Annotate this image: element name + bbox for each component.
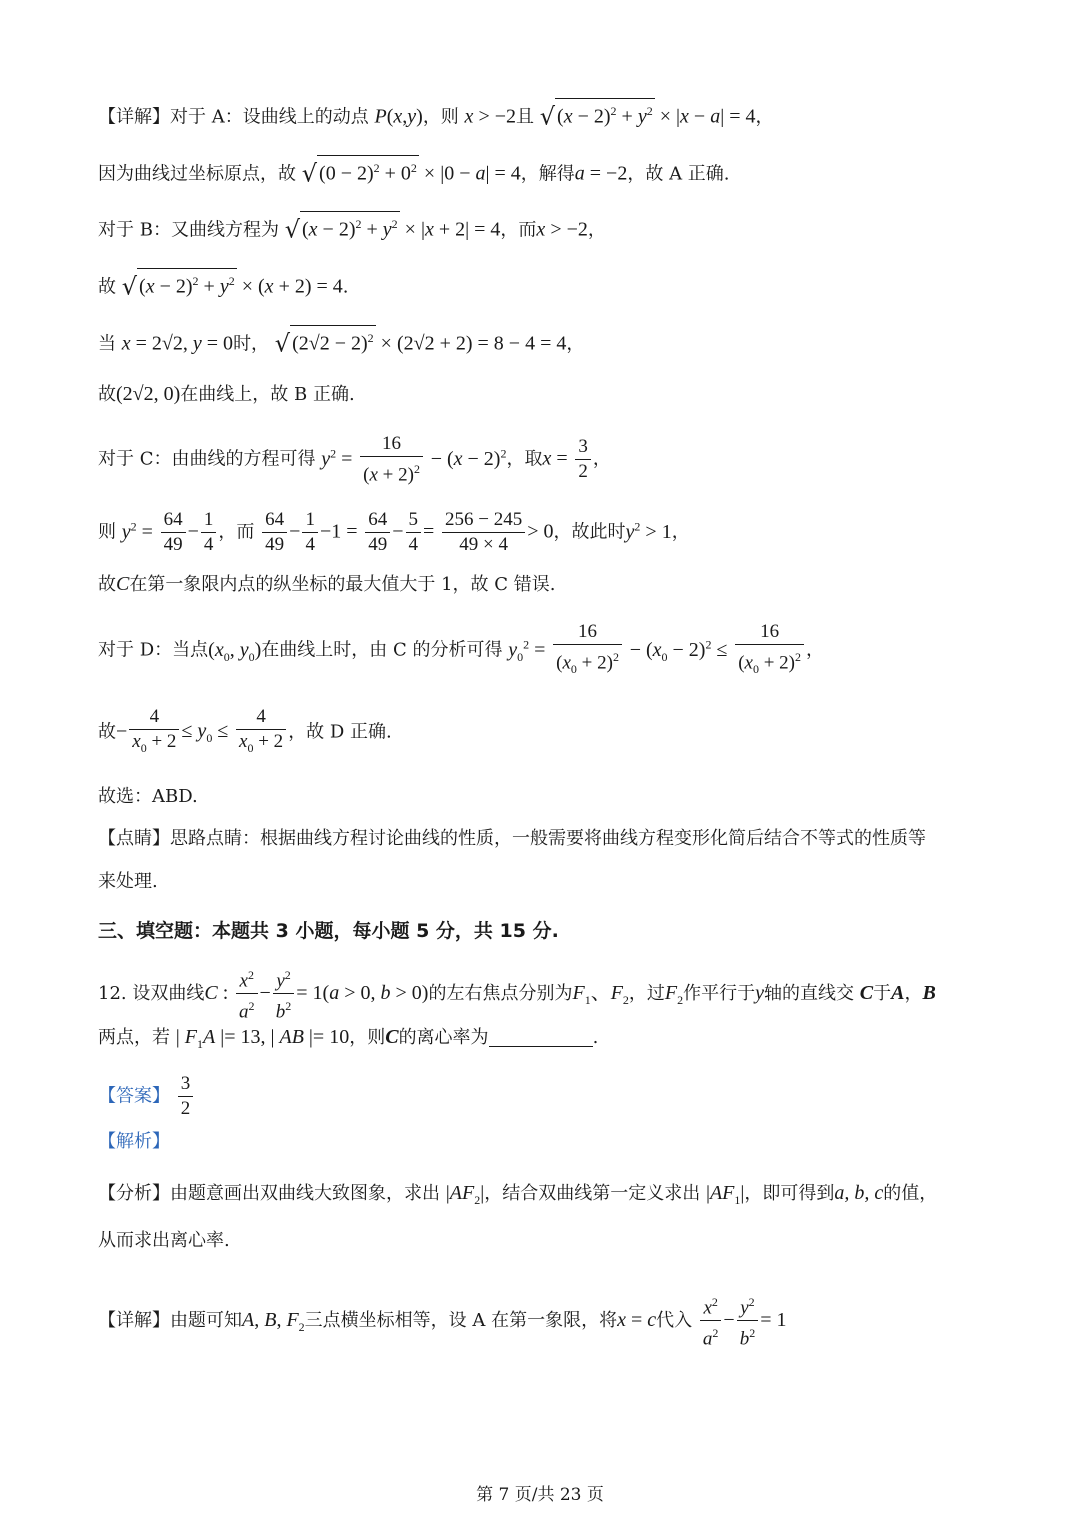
text-run: ，结合双曲线第一定义求出 (484, 1183, 701, 1204)
text-run: ，解得 (520, 163, 575, 185)
text-line: 对于 D：当点($x_0$, $y_0$)在曲线上时，由 C 的分析可得 $y_0^2$ = $\frac{16}{(x_0 + 2)^2}$ − $(x_0 - 2)^2$ ≤ $\frac{16}{(x_0 + 2)^2}$ ， (98, 621, 825, 677)
text-run: 在曲线上时，由 C 的分析可得 (261, 639, 503, 661)
text-line: 故C在第一象限内点的纵坐标的最大值大于 1，故 C 错误. (98, 573, 556, 595)
text-run: ，故此时 (553, 521, 626, 543)
text-run: 12. 设双曲线 (98, 982, 205, 1004)
text-run: 在第一象限内点的纵坐标的最大值大于 1，故 C 错误. (129, 574, 556, 595)
text-run: ，则 (422, 106, 459, 128)
text-run: 三点横坐标相等，设 A 在第一象限，将 (304, 1309, 618, 1331)
text-line: 故− $\frac{4}{x_0 + 2}$ ≤ $y_0$ ≤ $\frac{4}{x_0 + 2}$ ，故 D 正确. (98, 706, 392, 755)
analysis-tag: 【解析】 (98, 1131, 170, 1152)
text-line (98, 826, 1020, 852)
text-line: 【分析】由题意画出双曲线大致图象，求出 $|AF_2|$，结合双曲线第一定义求出 $|AF_1|$，即可得到a, b, c的值， (98, 1182, 938, 1207)
text-run: 【点睛】思路点睛：根据曲线方程讨论曲线的性质，一般需要将曲线方程变形化简后结合不等式的性质等 (98, 828, 926, 849)
text-line: 【详解】对于 A：设曲线上的动点 P(x,y)，则 x > −2且 √ $(x - 2)^2 + y^2 \times |x - a| = 4$， (98, 98, 1020, 131)
text-run: 对于 C：由曲线的方程可得 (98, 448, 316, 470)
text-run: ，故 D 正确. (288, 721, 392, 743)
text-line: 对于 B：又曲线方程为 √ $(x - 2)^2 + y^2 \times |x + 2| = 4$，而x > −2， (98, 211, 1020, 244)
answer-blank (489, 1028, 593, 1047)
text-run: 且 (516, 106, 534, 128)
text-run: 在曲线上，故 B 正确. (180, 384, 355, 405)
text-run: ，即可得到 (744, 1183, 835, 1204)
text-run: 代入 (656, 1309, 693, 1331)
text-run: 三、填空题：本题共 3 小题，每小题 5 分，共 15 分. (98, 920, 559, 942)
text-run: 故 (98, 276, 116, 298)
text-run: ，则 (349, 1027, 386, 1048)
text-run: ，故 A 正确. (627, 163, 730, 185)
text-run: 时， (233, 333, 270, 355)
text-run: 的离心率为 (398, 1027, 489, 1048)
text-run: 【详解】对于 A：设曲线上的动点 (98, 106, 369, 128)
text-run: 轴的直线交 (764, 982, 855, 1004)
text-line: 故(2√2, 0)在曲线上，故 B 正确. (98, 383, 355, 405)
text-run: 来处理. (98, 871, 158, 892)
text-run: 【分析】由题意画出双曲线大致图象，求出 (98, 1183, 440, 1204)
text-run: 当 (98, 333, 116, 355)
text-run: 作平行于 (683, 982, 756, 1004)
text-line: 因为曲线过坐标原点，故 √ $(0 - 2)^2 + 0^2 \times |0 - a| = 4$，解得a = −2，故 A 正确. (98, 155, 1020, 188)
text-run: ，过 (628, 982, 665, 1004)
question-line: 12. 设双曲线C : $\frac{x^2}{a^2}$ − $\frac{y^2}{b^2}$ = 1(a > 0, b > 0)的左右焦点分别为$F_1$、$F_2$，过$F_2$作平行于y轴的直线交 C于A，B (98, 963, 1020, 1025)
text-line: 对于 C：由曲线的方程可得 $y^2$ = $\frac{16}{(x + 2)^2}$ − $(x - 2)^2$，取x = $\frac{3}{2}$ ， (98, 433, 611, 486)
text-run: 对于 B：又曲线方程为 (98, 219, 279, 241)
text-line (98, 1228, 1020, 1254)
text-run: 从而求出离心率. (98, 1230, 230, 1251)
answer-tag: 【答案】 (98, 1085, 170, 1107)
text-run: 因为曲线过坐标原点，故 (98, 163, 296, 185)
text-line: 【详解】由题可知A, B, $F_2$三点横坐标相等，设 A 在第一象限，将x = c代入 $\frac{x^2}{a^2}$ − $\frac{y^2}{b^2}$ = 1 (98, 1290, 1020, 1352)
text-line: 当 x = 2√2, y = 0时， √ $(2√2 - 2)^2 \times (2√2 + 2) = 8 - 4 = 4$， (98, 325, 1020, 358)
text-line (98, 784, 1020, 810)
text-run: 【详解】由题可知 (98, 1309, 242, 1331)
text-run: 故选：ABD. (98, 786, 198, 807)
text-run: 对于 D：当点 (98, 639, 209, 661)
text-line (98, 869, 1020, 895)
text-run: 的值， (883, 1183, 938, 1204)
text-line: 故 √ $(x - 2)^2 + y^2 \times (x + 2) = 4$. (98, 268, 1020, 301)
analysis-line (98, 1129, 1020, 1155)
section-heading (98, 918, 1020, 944)
page-footer: 第 7 页/共 23 页 (476, 1485, 604, 1505)
text-run: 于 (873, 982, 892, 1004)
text-run: 两点，若 (98, 1027, 170, 1048)
answer-line: 【答案】 $\frac{3}{2}$ (98, 1072, 1020, 1121)
text-run: 的左右焦点分别为 (428, 982, 573, 1004)
text-run: ，而 (218, 521, 255, 543)
text-run: ，而 (500, 219, 537, 241)
text-line: 则 $y^2$ = $\frac{64}{49}$ − $\frac{1}{4}$ ，而 $\frac{64}{49}$ − $\frac{1}{4}$ −1 = $\frac{64}{49}$ − $\frac{5}{4}$ = $\frac{256 - 245}{49 \times 4}$ > 0，故此时$y^2 > 1$， (98, 509, 690, 555)
text-run: ，取 (506, 448, 543, 470)
text-run: 则 (98, 521, 116, 543)
question-line: 两点，若 | $F_1A$ |= 13, | AB |= 10，则C的离心率为 . (98, 1026, 599, 1051)
